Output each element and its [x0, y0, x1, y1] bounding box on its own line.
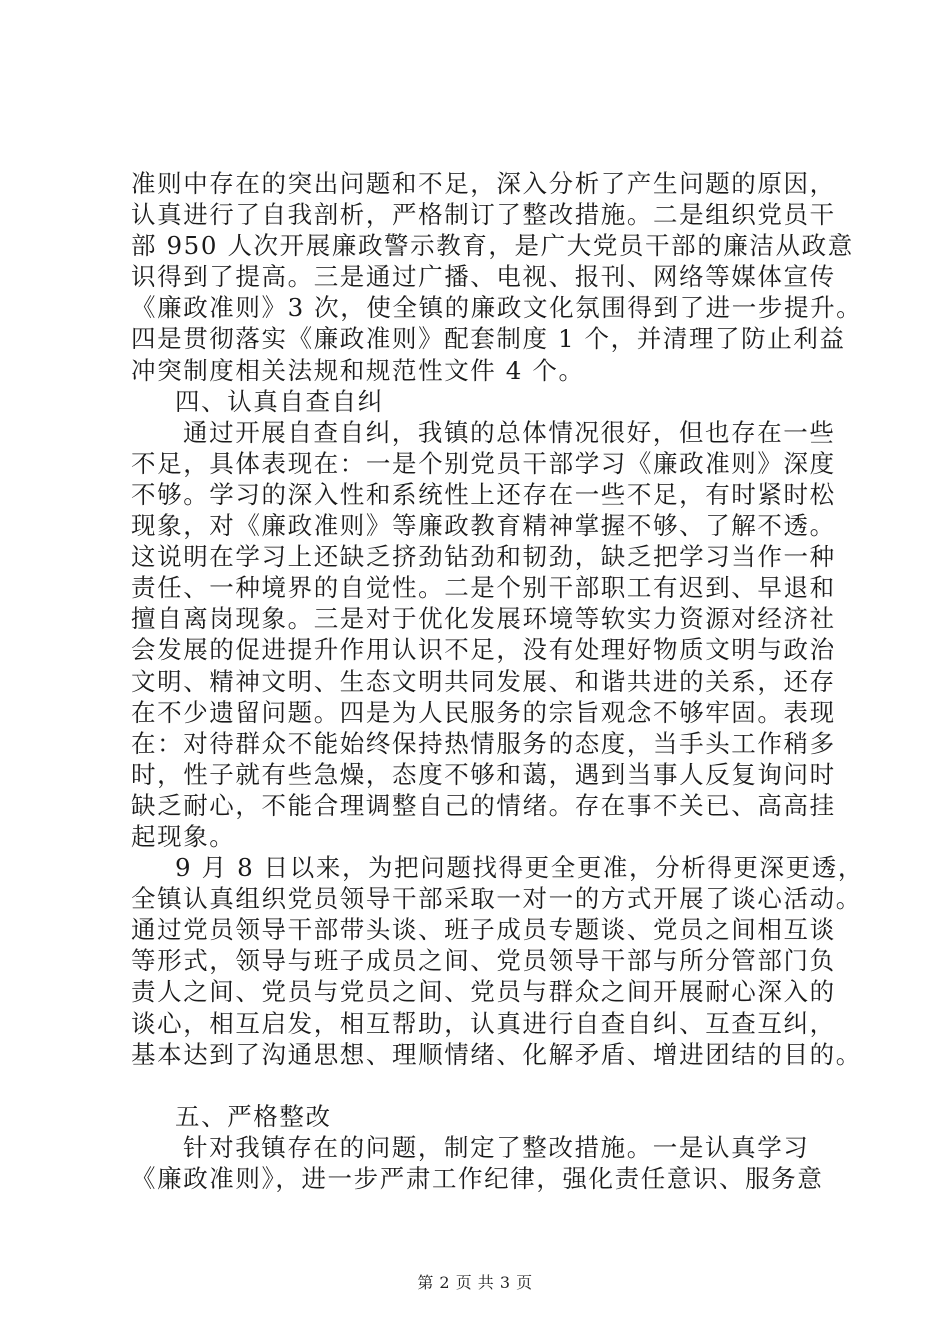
text-line: 起现象。	[131, 821, 236, 851]
page-footer: 第 2 页 共 3 页	[417, 1273, 533, 1292]
text-line: 谈心，相互启发，相互帮助，认真进行自查自纠、互查互纠，	[131, 1008, 836, 1038]
text-line: 《廉政准则》3 次，使全镇的廉政文化氛围得到了进一步提升。	[131, 293, 863, 323]
text-line: 文明、精神文明、生态文明共同发展、和谐共进的关系，还存	[131, 666, 836, 696]
text-line: 通过党员领导干部带头谈、班子成员专题谈、党员之间相互谈	[131, 915, 836, 945]
text-line: 不足，具体表现在：一是个别党员干部学习《廉政准则》深度	[131, 448, 836, 478]
text-line: 基本达到了沟通思想、理顺情绪、化解矛盾、增进团结的目的。	[131, 1039, 862, 1069]
text-line: 这说明在学习上还缺乏挤劲钻劲和韧劲，缺乏把学习当作一种	[131, 542, 836, 572]
document-body	[131, 168, 864, 1194]
text-line: 现象，对《廉政准则》等廉政教育精神掌握不够、了解不透。	[131, 511, 836, 541]
text-line: 擅自离岗现象。三是对于优化发展环境等软实力资源对经济社	[131, 604, 836, 634]
text-line: 缺乏耐心，不能合理调整自己的情绪。存在事不关已、高高挂	[131, 790, 836, 820]
text-line: 会发展的促进提升作用认识不足，没有处理好物质文明与政治	[131, 635, 836, 665]
text-line: 在：对待群众不能始终保持热情服务的态度，当手头工作稍多	[131, 728, 836, 758]
text-line: 等形式，领导与班子成员之间、党员领导干部与所分管部门负	[131, 946, 836, 976]
text-line: 部 950 人次开展廉政警示教育，是广大党员干部的廉洁从政意	[131, 231, 854, 261]
text-line: 四是贯彻落实《廉政准则》配套制度 1 个，并清理了防止利益	[131, 324, 846, 354]
text-line: 认真进行了自我剖析，严格制订了整改措施。二是组织党员干	[131, 200, 836, 230]
text-line: 责人之间、党员与党员之间、党员与群众之间开展耐心深入的	[131, 977, 836, 1007]
text-line: 在不少遗留问题。四是为人民服务的宗旨观念不够牢固。表现	[131, 697, 836, 727]
text-line: 9 月 8 日以来，为把问题找得更全更准，分析得更深更透，	[175, 853, 864, 883]
text-line: 全镇认真组织党员领导干部采取一对一的方式开展了谈心活动。	[131, 884, 862, 914]
section-heading: 五、严格整改	[175, 1101, 332, 1131]
text-line: 通过开展自查自纠，我镇的总体情况很好，但也存在一些	[183, 417, 836, 447]
section-heading: 四、认真自查自纠	[175, 386, 384, 416]
text-line: 针对我镇存在的问题，制定了整改措施。一是认真学习	[183, 1132, 810, 1162]
text-line: 《廉政准则》，进一步严肃工作纪律，强化责任意识、服务意	[131, 1163, 824, 1193]
text-line: 责任、一种境界的自觉性。二是个别干部职工有迟到、早退和	[131, 573, 836, 603]
text-line: 不够。学习的深入性和系统性上还存在一些不足，有时紧时松	[131, 479, 836, 509]
text-line: 冲突制度相关法规和规范性文件 4 个。	[131, 355, 585, 385]
text-line: 准则中存在的突出问题和不足，深入分析了产生问题的原因，	[131, 169, 836, 198]
text-line: 时，性子就有些急燥，态度不够和蔼，遇到当事人反复询问时	[131, 759, 836, 789]
text-line: 识得到了提高。三是通过广播、电视、报刊、网络等媒体宣传	[131, 262, 836, 292]
